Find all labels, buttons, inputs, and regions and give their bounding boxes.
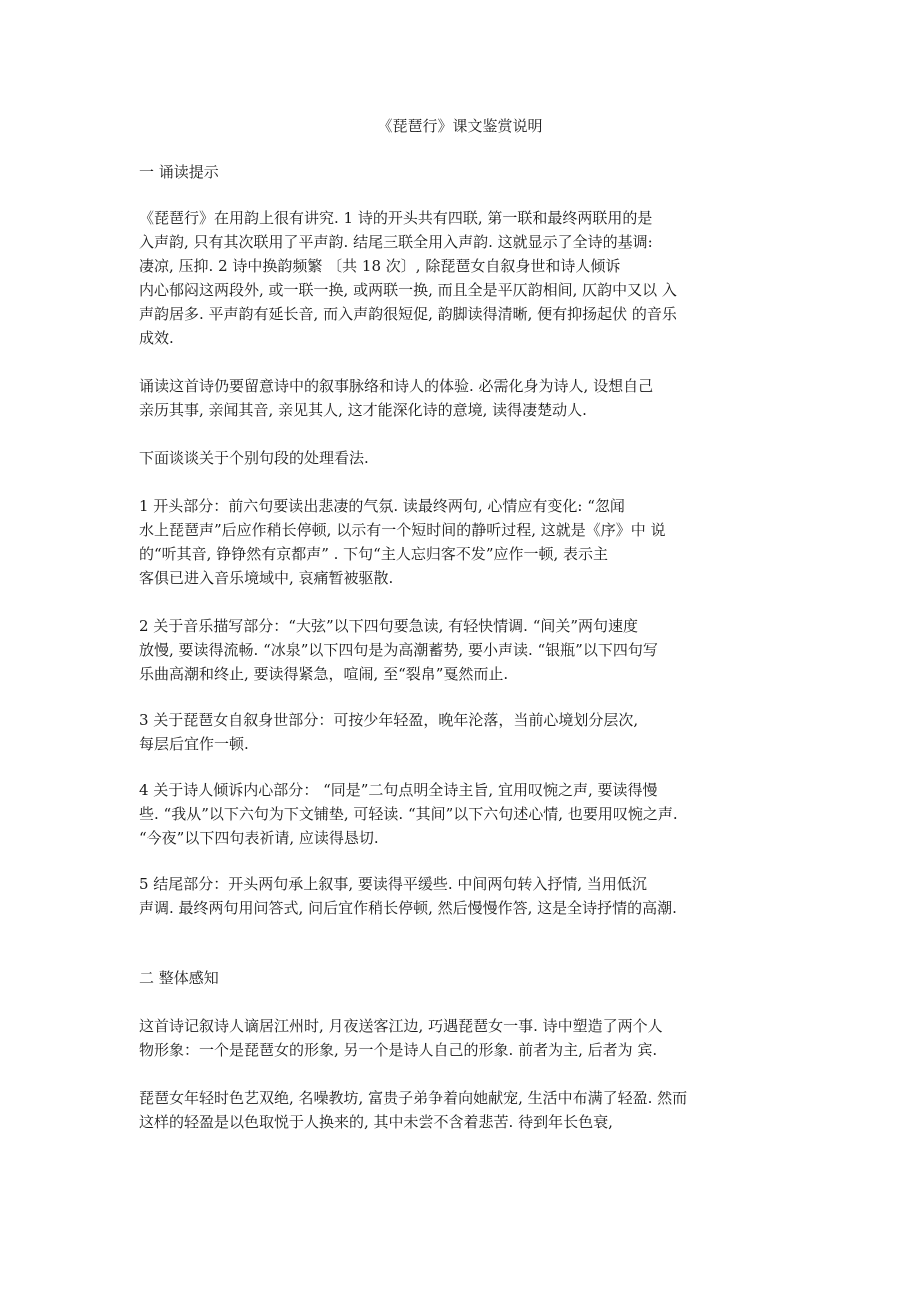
text-line: 每层后宜作一顿.: [139, 735, 249, 753]
text-line: “今夜”以下四句表祈请, 应读得恳切.: [139, 829, 379, 847]
text-line: 成效.: [139, 329, 174, 347]
paragraph-intro: [139, 446, 784, 470]
text-line: 下面谈谈关于个别句段的处理看法.: [139, 449, 369, 467]
text-line: 声调. 最终两句用问答式, 问后宜作稍长停顿, 然后慢慢作答, 这是全诗抒情的高潮.: [139, 899, 677, 917]
text-line: 这样的轻盈是以色取悦于人换来的, 其中未尝不含着悲苦. 待到年长色衰,: [139, 1113, 613, 1131]
text-line: 4 关于诗人倾诉内心部分： “同是”二句点明全诗主旨, 宜用叹惋之声, 要读得慢: [139, 781, 658, 799]
text-line: 3 关于琵琶女自叙身世部分：可按少年轻盈，晚年沦落，当前心境划分层次,: [139, 711, 639, 729]
text-line: 凄凉, 压抑. 2 诗中换韵频繁 〔共 18 次〕, 除琵琶女自叙身世和诗人倾诉: [139, 257, 621, 275]
text-line: 2 关于音乐描写部分：“大弦”以下四句要急读, 有轻快情调. “间关”两句速度: [139, 617, 639, 635]
text-line: 1 开头部分：前六句要读出悲凄的气氛. 读最终两句, 心情应有变化: “忽闻: [139, 497, 625, 515]
text-line: 乐曲高潮和终止, 要读得紧急，喧闹, 至“裂帛”戛然而止.: [139, 665, 509, 683]
text-line: 亲历其事, 亲闻其音, 亲见其人, 这才能深化诗的意境, 读得凄楚动人.: [139, 401, 587, 419]
document-title: 《琵琶行》课文鉴赏说明: [377, 117, 543, 135]
text-line: 些. “我从”以下六句为下文铺垫, 可轻读. “其间”以下六句述心情, 也要用叹惋之声.: [139, 805, 678, 823]
text-line: 放慢, 要读得流畅. “冰泉”以下四句是为高潮蓄势, 要小声读. “银瓶”以下四句写: [139, 641, 658, 659]
section-heading-overall: 二 整体感知: [139, 969, 219, 987]
list-item-5: [139, 872, 784, 920]
text-line: 物形象：一个是琵琶女的形象, 另一个是诗人自己的形象. 前者为主, 后者为 宾.: [139, 1041, 658, 1059]
list-item-4: [139, 778, 784, 850]
text-line: 的“听其音, 铮铮然有京都声” . 下句“主人忘归客不发”应作一顿, 表示主: [139, 545, 609, 563]
list-item-3: [139, 708, 784, 756]
paragraph-rhyme: [139, 206, 784, 350]
text-line: 声韵居多. 平声韵有延长音, 而入声韵很短促, 韵脚读得清晰, 便有抑扬起伏 的音乐: [139, 305, 677, 323]
paragraph-summary: [139, 1014, 784, 1062]
text-line: 这首诗记叙诗人谪居江州时, 月夜送客江边, 巧遇琵琶女一事. 诗中塑造了两个人: [139, 1017, 663, 1035]
text-line: 内心郁闷这两段外, 或一联一换, 或两联一换, 而且全是平仄韵相间, 仄韵中又以 入: [139, 281, 677, 299]
list-item-1: [139, 494, 784, 590]
text-line: 客俱已进入音乐境域中, 哀痛暂被驱散.: [139, 569, 394, 587]
text-line: 《琵琶行》在用韵上很有讲究. 1 诗的开头共有四联, 第一联和最终两联用的是: [139, 209, 653, 227]
text-line: 入声韵, 只有其次联用了平声韵. 结尾三联全用入声韵. 这就显示了全诗的基调:: [139, 233, 653, 251]
text-line: 诵读这首诗仍要留意诗中的叙事脉络和诗人的体验. 必需化身为诗人, 设想自己: [139, 377, 654, 395]
paragraph-pipa-girl: [139, 1086, 784, 1134]
text-line: 5 结尾部分：开头两句承上叙事, 要读得平缓些. 中间两句转入抒情, 当用低沉: [139, 875, 647, 893]
paragraph-narrative: [139, 374, 784, 422]
list-item-2: [139, 614, 784, 686]
text-line: 水上琵琶声”后应作稍长停顿, 以示有一个短时间的静听过程, 这就是《序》中 说: [139, 521, 666, 539]
text-line: 琵琶女年轻时色艺双绝, 名噪教坊, 富贵子弟争着向她献宠, 生活中布满了轻盈. 然而: [139, 1089, 688, 1107]
section-heading-reading-tips: 一 诵读提示: [139, 163, 219, 181]
